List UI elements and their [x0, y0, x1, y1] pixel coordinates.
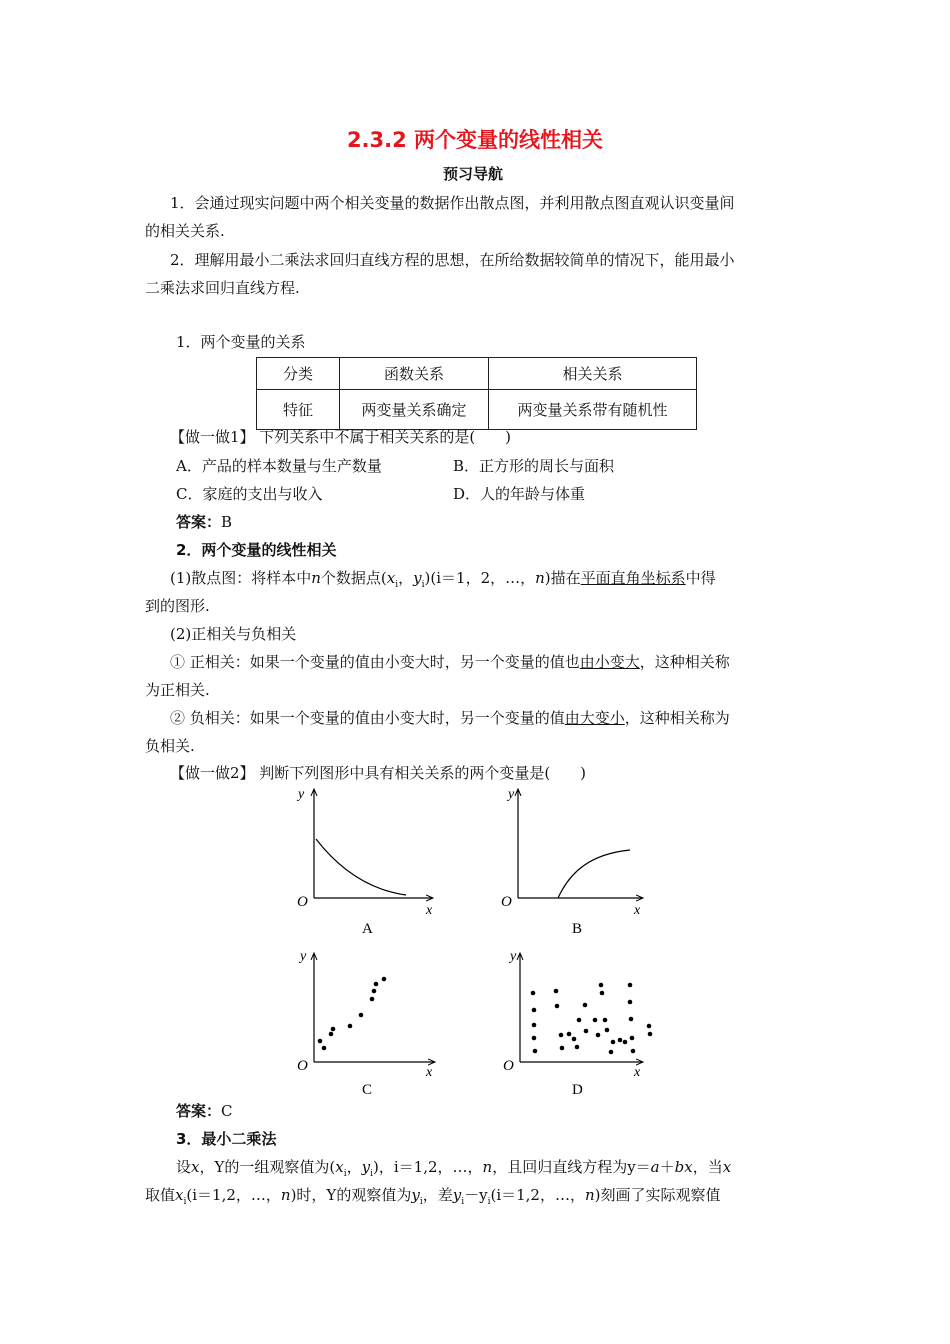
scatter-point [647, 1024, 652, 1029]
graph-b-origin: O [501, 894, 512, 910]
exercise2-prompt: 【做一做2】 判断下列图形中具有相关关系的两个变量是( ) [170, 764, 587, 782]
graph-d-x-label: x [634, 1065, 641, 1080]
negative-correlation-line-2: 负相关. [145, 737, 195, 755]
answer-label: 答案： [176, 513, 222, 531]
scatter-point [599, 983, 604, 988]
graph-c-x-label: x [426, 1065, 433, 1080]
scatter-definition-line-1: (1)散点图：将样本中n个数据点($x_i$，$y_i)(i=1$，2，…，n)描在平面直角坐标系中得 [170, 569, 716, 590]
scatter-point [532, 1036, 537, 1041]
scatter-point [611, 1040, 616, 1045]
answer-value: C [221, 1102, 233, 1120]
exercise1-option-a: A．产品的样本数量与生产数量 [176, 457, 382, 475]
answer-label: 答案： [176, 1102, 222, 1120]
positive-correlation-line-1: ① 正相关：如果一个变量的值由小变大时，另一个变量的值也由小变大，这种相关称 [170, 653, 730, 671]
pos-neg-heading: (2)正相关与负相关 [170, 625, 297, 643]
exercise1-answer [176, 511, 232, 532]
graph-b [501, 787, 642, 937]
positive-correlation-line-2: 为正相关. [145, 681, 210, 699]
negative-correlation-line-1: ② 负相关：如果一个变量的值由小变大时，另一个变量的值由大变小，这种相关称为 [170, 709, 730, 727]
scatter-point [560, 1046, 565, 1051]
section-heading: 预习导航 [443, 165, 504, 183]
graph-d-caption: D [572, 1082, 583, 1098]
scatter-point [593, 1018, 598, 1023]
scatter-point [559, 1033, 564, 1038]
scatter-point [318, 1039, 323, 1044]
graph-c [297, 949, 434, 1098]
scatter-point [596, 1033, 601, 1038]
goal-2-line-2: 二乘法求回归直线方程. [145, 279, 300, 297]
scatter-point [322, 1046, 327, 1051]
scatter-point [555, 1004, 560, 1009]
exercise1-prompt: 【做一做1】 下列关系中不属于相关关系的是( ) [170, 428, 512, 446]
scatter-point [609, 1050, 614, 1055]
graph-d-origin: O [503, 1058, 514, 1074]
exercise2-answer [176, 1100, 233, 1121]
graph-b-y-label: y [508, 787, 515, 802]
scatter-point [628, 1000, 633, 1005]
scatter-point [603, 1018, 608, 1023]
graph-b-caption: B [572, 921, 583, 937]
part1-heading: 1．两个变量的关系 [176, 333, 306, 351]
graph-c-points [318, 977, 387, 1051]
graph-c-caption: C [362, 1082, 373, 1098]
scatter-point [359, 1013, 364, 1018]
graph-a [296, 787, 433, 937]
scatter-point [532, 1023, 537, 1028]
graph-d [503, 949, 652, 1098]
goal-1-line-1: 1．会通过现实问题中两个相关变量的数据作出散点图，并利用散点图直观认识变量间 [170, 194, 735, 212]
graph-c-y-label: y [300, 949, 307, 964]
scatter-point [572, 1037, 577, 1042]
scatter-point [372, 989, 377, 994]
graph-b-curve [558, 850, 630, 898]
scatter-point [600, 991, 605, 996]
graph-a-x-label: x [426, 903, 433, 918]
scatter-point [567, 1032, 572, 1037]
scatter-point [374, 982, 379, 987]
exercise2-graphs [280, 780, 660, 1100]
graph-a-origin: O [297, 894, 308, 910]
scatter-point [629, 1017, 634, 1022]
graph-d-y-label: y [510, 949, 517, 964]
scatter-point [623, 1040, 628, 1045]
graph-a-curve [316, 839, 406, 895]
scatter-point [605, 1028, 610, 1033]
scatter-point [618, 1038, 623, 1043]
table-cell-correlation-feature: 两变量关系带有随机性 [489, 390, 697, 430]
part3-heading: 3．最小二乘法 [176, 1130, 277, 1148]
relationship-table [256, 357, 697, 430]
graph-a-caption: A [362, 921, 373, 937]
table-header-function: 函数关系 [340, 358, 489, 390]
scatter-point [631, 1049, 636, 1054]
graph-d-points [531, 983, 653, 1055]
table-cell-feature: 特征 [257, 390, 340, 430]
scatter-point [575, 1045, 580, 1050]
scatter-point [533, 1049, 538, 1054]
exercise1-option-d: D．人的年龄与体重 [453, 485, 586, 503]
scatter-point [554, 989, 559, 994]
scatter-point [628, 983, 633, 988]
scatter-point [584, 1029, 589, 1034]
goal-2-line-1: 2．理解用最小二乘法求回归直线方程的思想，在所给数据较简单的情况下，能用最小 [170, 251, 735, 269]
graph-b-x-label: x [634, 903, 641, 918]
least-squares-line-2: 取值$x_i(i=1,2$，…，n)时，Y的观察值为$y_i$，差$y_i-y_i(i=1,2$，…，n)刻画了实际观察值 [145, 1186, 721, 1207]
scatter-point [630, 1036, 635, 1041]
least-squares-line-1: 设x，Y的一组观察值为($x_i$，$y_i$)，i＝1,2，…，n，且回归直线方程为y＝a＋bx，当x [176, 1158, 732, 1179]
scatter-point [329, 1032, 334, 1037]
exercise1-option-b: B．正方形的周长与面积 [453, 457, 615, 475]
scatter-point [370, 997, 375, 1002]
graph-a-y-label: y [298, 787, 305, 802]
scatter-point [583, 1003, 588, 1008]
part2-heading: 2．两个变量的线性相关 [176, 541, 337, 559]
scatter-point [531, 991, 536, 996]
exercise1-option-c: C．家庭的支出与收入 [176, 485, 323, 503]
scatter-definition-line-2: 到的图形. [145, 597, 210, 615]
scatter-point [331, 1027, 336, 1032]
scatter-point [648, 1032, 653, 1037]
scatter-point [382, 977, 387, 982]
goal-1-line-2: 的相关关系. [145, 222, 225, 240]
table-header-correlation: 相关关系 [489, 358, 697, 390]
answer-value: B [221, 513, 233, 531]
table-header-category: 分类 [257, 358, 340, 390]
scatter-point [577, 1018, 582, 1023]
table-cell-function-feature: 两变量关系确定 [340, 390, 489, 430]
graph-c-origin: O [297, 1058, 308, 1074]
scatter-point [348, 1024, 353, 1029]
page-title: 2.3.2 两个变量的线性相关 [346, 128, 604, 152]
scatter-point [532, 1008, 537, 1013]
